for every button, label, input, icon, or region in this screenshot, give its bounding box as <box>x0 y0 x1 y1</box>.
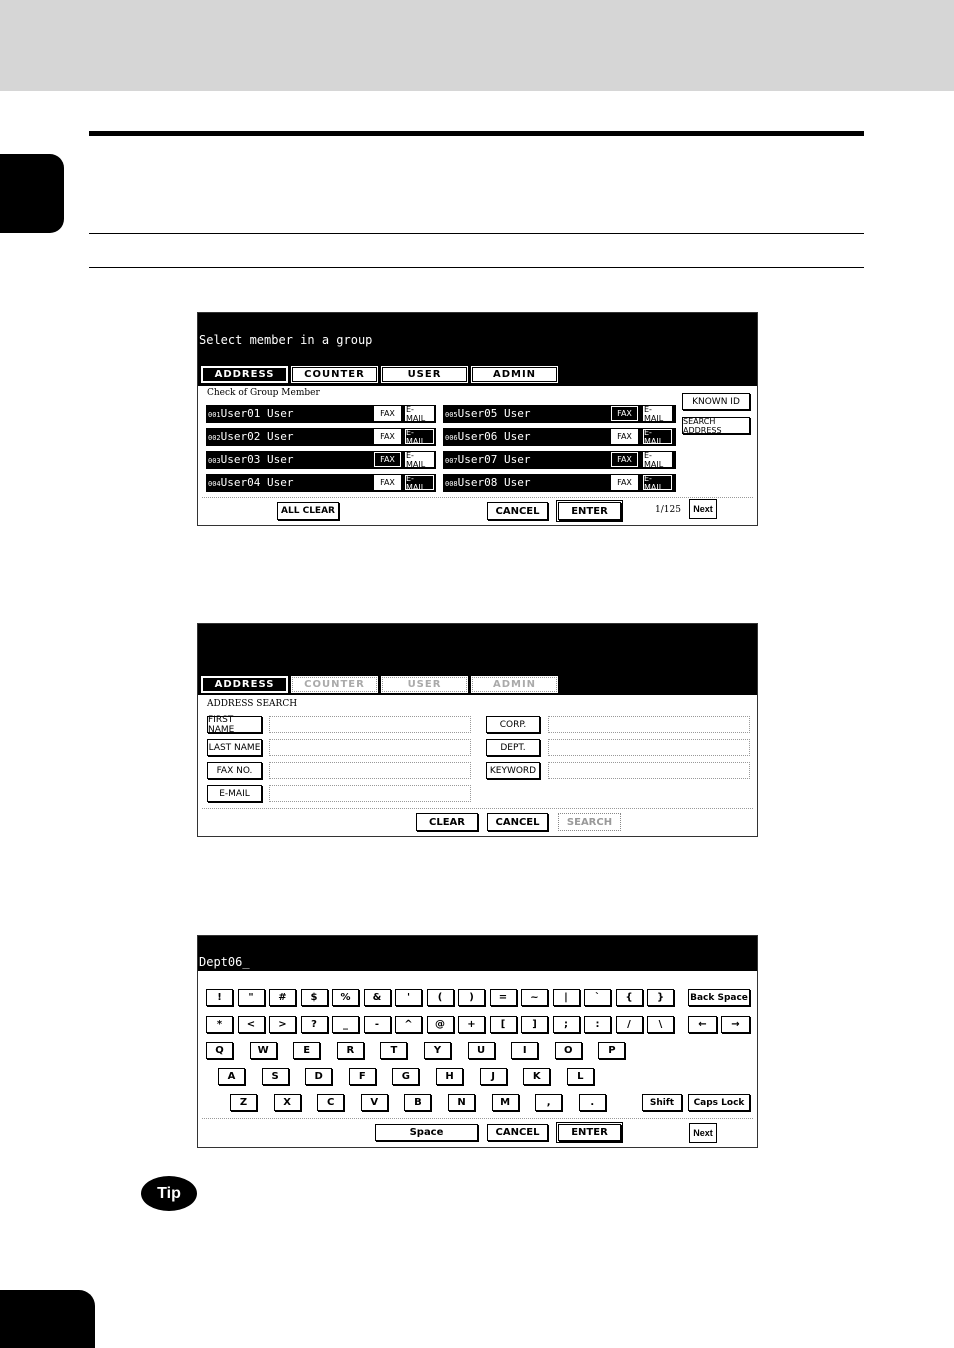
tab-admin[interactable]: ADMIN <box>472 367 557 382</box>
enter-button[interactable]: ENTER <box>558 502 621 520</box>
tip-badge: Tip <box>141 1176 197 1211</box>
keyboard-key[interactable]: O <box>555 1042 582 1059</box>
member-name: User01 User <box>220 407 294 420</box>
corp-field[interactable] <box>548 716 750 733</box>
keyboard-key[interactable]: / <box>616 1016 643 1033</box>
member-row[interactable] <box>206 451 436 469</box>
email-toggle[interactable]: E-MAIL <box>643 406 672 421</box>
member-row[interactable] <box>443 428 676 446</box>
divider <box>89 233 864 234</box>
input-display <box>198 936 757 971</box>
first-name-field[interactable] <box>269 716 471 733</box>
keyboard-key[interactable]: F <box>349 1068 376 1085</box>
corp-button[interactable]: CORP. <box>486 716 540 733</box>
keyword-button[interactable]: KEYWORD <box>486 762 540 779</box>
keyboard-key[interactable]: ] <box>521 1016 548 1033</box>
chapter-tab <box>0 154 64 233</box>
member-number: 004 <box>208 480 221 488</box>
keyboard-key[interactable]: ) <box>458 989 485 1006</box>
fax-no-button[interactable]: FAX NO. <box>207 762 262 779</box>
keyboard-key[interactable]: D <box>305 1068 332 1085</box>
keyboard-key[interactable]: ^ <box>395 1016 422 1033</box>
arrow-left-key[interactable]: ← <box>688 1016 717 1033</box>
keyboard-key[interactable]: . <box>579 1094 606 1111</box>
backspace-key[interactable]: Back Space <box>688 989 750 1006</box>
member-row[interactable] <box>206 474 436 492</box>
last-name-button[interactable]: LAST NAME <box>207 739 262 756</box>
keyboard-key[interactable]: ( <box>427 989 454 1006</box>
keyboard-key[interactable]: & <box>364 989 391 1006</box>
keyboard-key[interactable]: % <box>332 989 359 1006</box>
divider <box>202 808 753 809</box>
fax-toggle[interactable]: FAX <box>611 429 638 444</box>
keyboard-screen <box>197 935 758 1148</box>
cancel-button[interactable]: CANCEL <box>487 813 548 831</box>
tab-counter[interactable]: COUNTER <box>292 367 377 382</box>
tab-address[interactable]: ADDRESS <box>202 367 287 382</box>
member-number: 008 <box>445 480 458 488</box>
heading-rule <box>89 131 864 136</box>
keyboard-key[interactable]: Y <box>424 1042 451 1059</box>
keyboard-key[interactable]: Z <box>230 1094 257 1111</box>
keyboard-key[interactable]: G <box>392 1068 419 1085</box>
keyboard-key[interactable]: | <box>553 989 580 1006</box>
keyboard-key[interactable]: ? <box>301 1016 328 1033</box>
keyboard-key[interactable]: N <box>448 1094 475 1111</box>
input-value: Dept06_ <box>199 955 250 969</box>
keyboard-key[interactable]: " <box>238 989 265 1006</box>
fax-toggle[interactable]: FAX <box>374 429 401 444</box>
fax-toggle[interactable]: FAX <box>611 452 638 467</box>
tab-user: USER <box>382 677 467 692</box>
member-name: User06 User <box>457 430 531 443</box>
keyboard-key[interactable]: C <box>317 1094 344 1111</box>
fax-toggle[interactable]: FAX <box>611 406 638 421</box>
keyboard-key[interactable]: # <box>269 989 296 1006</box>
member-number: 005 <box>445 411 458 419</box>
keyboard-key[interactable]: + <box>458 1016 485 1033</box>
group-member-screen <box>197 312 758 526</box>
keyboard-key[interactable]: [ <box>490 1016 517 1033</box>
fax-toggle[interactable]: FAX <box>611 475 638 490</box>
member-row[interactable] <box>443 405 676 423</box>
keyboard-key[interactable]: > <box>269 1016 296 1033</box>
keyboard-key[interactable]: R <box>337 1042 364 1059</box>
keyboard-key[interactable]: S <box>262 1068 289 1085</box>
next-button[interactable]: Next <box>689 499 717 519</box>
email-toggle[interactable]: E-MAIL <box>643 452 672 467</box>
fax-toggle[interactable]: FAX <box>374 452 401 467</box>
keyboard-key[interactable]: K <box>523 1068 550 1085</box>
page-header-band <box>0 0 954 91</box>
member-row[interactable] <box>443 451 676 469</box>
page-number-tab <box>0 1290 95 1348</box>
tab-admin: ADMIN <box>472 677 557 692</box>
member-name: User02 User <box>220 430 294 443</box>
keyboard-key[interactable]: $ <box>301 989 328 1006</box>
keyboard-key[interactable]: L <box>567 1068 594 1085</box>
member-name: User03 User <box>220 453 294 466</box>
member-row[interactable] <box>443 474 676 492</box>
section-label: ADDRESS SEARCH <box>207 699 298 709</box>
page-indicator: 1/125 <box>655 505 681 515</box>
keyboard-key[interactable]: _ <box>332 1016 359 1033</box>
member-number: 003 <box>208 457 221 465</box>
keyboard-key[interactable]: W <box>250 1042 277 1059</box>
screen-title: Select member in a group <box>199 333 373 347</box>
email-toggle[interactable]: E-MAIL <box>405 406 434 421</box>
member-name: User04 User <box>220 476 294 489</box>
first-name-button[interactable]: FIRST NAME <box>207 716 262 733</box>
keyboard-key[interactable]: } <box>647 989 674 1006</box>
keyboard-key[interactable]: ~ <box>521 989 548 1006</box>
keyboard-key[interactable]: T <box>380 1042 407 1059</box>
keyboard-key[interactable]: M <box>492 1094 519 1111</box>
keyboard-key[interactable]: ' <box>395 989 422 1006</box>
divider <box>202 1118 753 1119</box>
keyword-field[interactable] <box>548 762 750 779</box>
keyboard-key[interactable]: < <box>238 1016 265 1033</box>
member-number: 002 <box>208 434 221 442</box>
member-name: User07 User <box>457 453 531 466</box>
tab-bar <box>202 677 557 692</box>
email-toggle[interactable]: E-MAIL <box>643 429 672 444</box>
cancel-button[interactable]: CANCEL <box>487 502 548 520</box>
screen-header <box>198 313 757 386</box>
keyboard-key[interactable]: - <box>364 1016 391 1033</box>
next-button[interactable]: Next <box>689 1123 717 1143</box>
last-name-field[interactable] <box>269 739 471 756</box>
tab-user[interactable]: USER <box>382 367 467 382</box>
known-id-button[interactable]: KNOWN ID <box>682 393 750 410</box>
member-row[interactable] <box>206 405 436 423</box>
email-toggle[interactable]: E-MAIL <box>405 429 434 444</box>
email-field[interactable] <box>269 785 471 802</box>
arrow-right-key[interactable]: → <box>721 1016 750 1033</box>
shift-key[interactable]: Shift <box>642 1094 682 1111</box>
keyboard-key[interactable]: = <box>490 989 517 1006</box>
keyboard-key[interactable]: , <box>535 1094 562 1111</box>
fax-no-field[interactable] <box>269 762 471 779</box>
keyboard-key[interactable]: U <box>468 1042 495 1059</box>
divider <box>202 497 753 498</box>
fax-toggle[interactable]: FAX <box>374 475 401 490</box>
member-number: 001 <box>208 411 221 419</box>
fax-toggle[interactable]: FAX <box>374 406 401 421</box>
tab-bar <box>202 367 557 382</box>
keyboard-key[interactable]: I <box>511 1042 538 1059</box>
clear-button[interactable]: CLEAR <box>416 813 478 831</box>
keyboard-key[interactable]: X <box>274 1094 301 1111</box>
member-number: 007 <box>445 457 458 465</box>
keyboard-key[interactable]: V <box>361 1094 388 1111</box>
space-key[interactable]: Space <box>375 1124 478 1141</box>
keyboard-key[interactable]: @ <box>427 1016 454 1033</box>
keyboard-key[interactable]: H <box>436 1068 463 1085</box>
email-toggle[interactable]: E-MAIL <box>405 452 434 467</box>
tab-counter: COUNTER <box>292 677 377 692</box>
keyboard-key[interactable]: * <box>206 1016 233 1033</box>
member-number: 006 <box>445 434 458 442</box>
keyboard-key[interactable]: P <box>598 1042 625 1059</box>
keyboard-key[interactable]: B <box>404 1094 431 1111</box>
search-address-button[interactable]: SEARCH ADDRESS <box>682 417 750 434</box>
keyboard-key[interactable]: ; <box>553 1016 580 1033</box>
dept-field[interactable] <box>548 739 750 756</box>
keyboard-key[interactable]: Q <box>206 1042 233 1059</box>
member-name: User08 User <box>457 476 531 489</box>
email-toggle[interactable]: E-MAIL <box>405 475 434 490</box>
keyboard-key[interactable]: ! <box>206 989 233 1006</box>
email-button[interactable]: E-MAIL <box>207 785 262 802</box>
tab-address[interactable]: ADDRESS <box>202 677 287 692</box>
divider <box>89 267 864 268</box>
caps-lock-key[interactable]: Caps Lock <box>688 1094 750 1111</box>
keyboard-key[interactable]: E <box>293 1042 320 1059</box>
keyboard-key[interactable]: : <box>584 1016 611 1033</box>
address-search-screen <box>197 623 758 837</box>
keyboard-key[interactable]: ` <box>584 989 611 1006</box>
keyboard-key[interactable]: A <box>218 1068 245 1085</box>
cancel-button[interactable]: CANCEL <box>487 1124 548 1141</box>
email-toggle[interactable]: E-MAIL <box>643 475 672 490</box>
search-button: SEARCH <box>558 813 621 831</box>
keyboard-key[interactable]: J <box>480 1068 507 1085</box>
all-clear-button[interactable]: ALL CLEAR <box>277 502 339 520</box>
member-row[interactable] <box>206 428 436 446</box>
keyboard-key[interactable]: { <box>616 989 643 1006</box>
enter-button[interactable]: ENTER <box>558 1124 621 1141</box>
section-label: Check of Group Member <box>207 388 320 398</box>
dept-button[interactable]: DEPT. <box>486 739 540 756</box>
screen-header <box>198 624 757 695</box>
member-name: User05 User <box>457 407 531 420</box>
keyboard-key[interactable]: \ <box>647 1016 674 1033</box>
